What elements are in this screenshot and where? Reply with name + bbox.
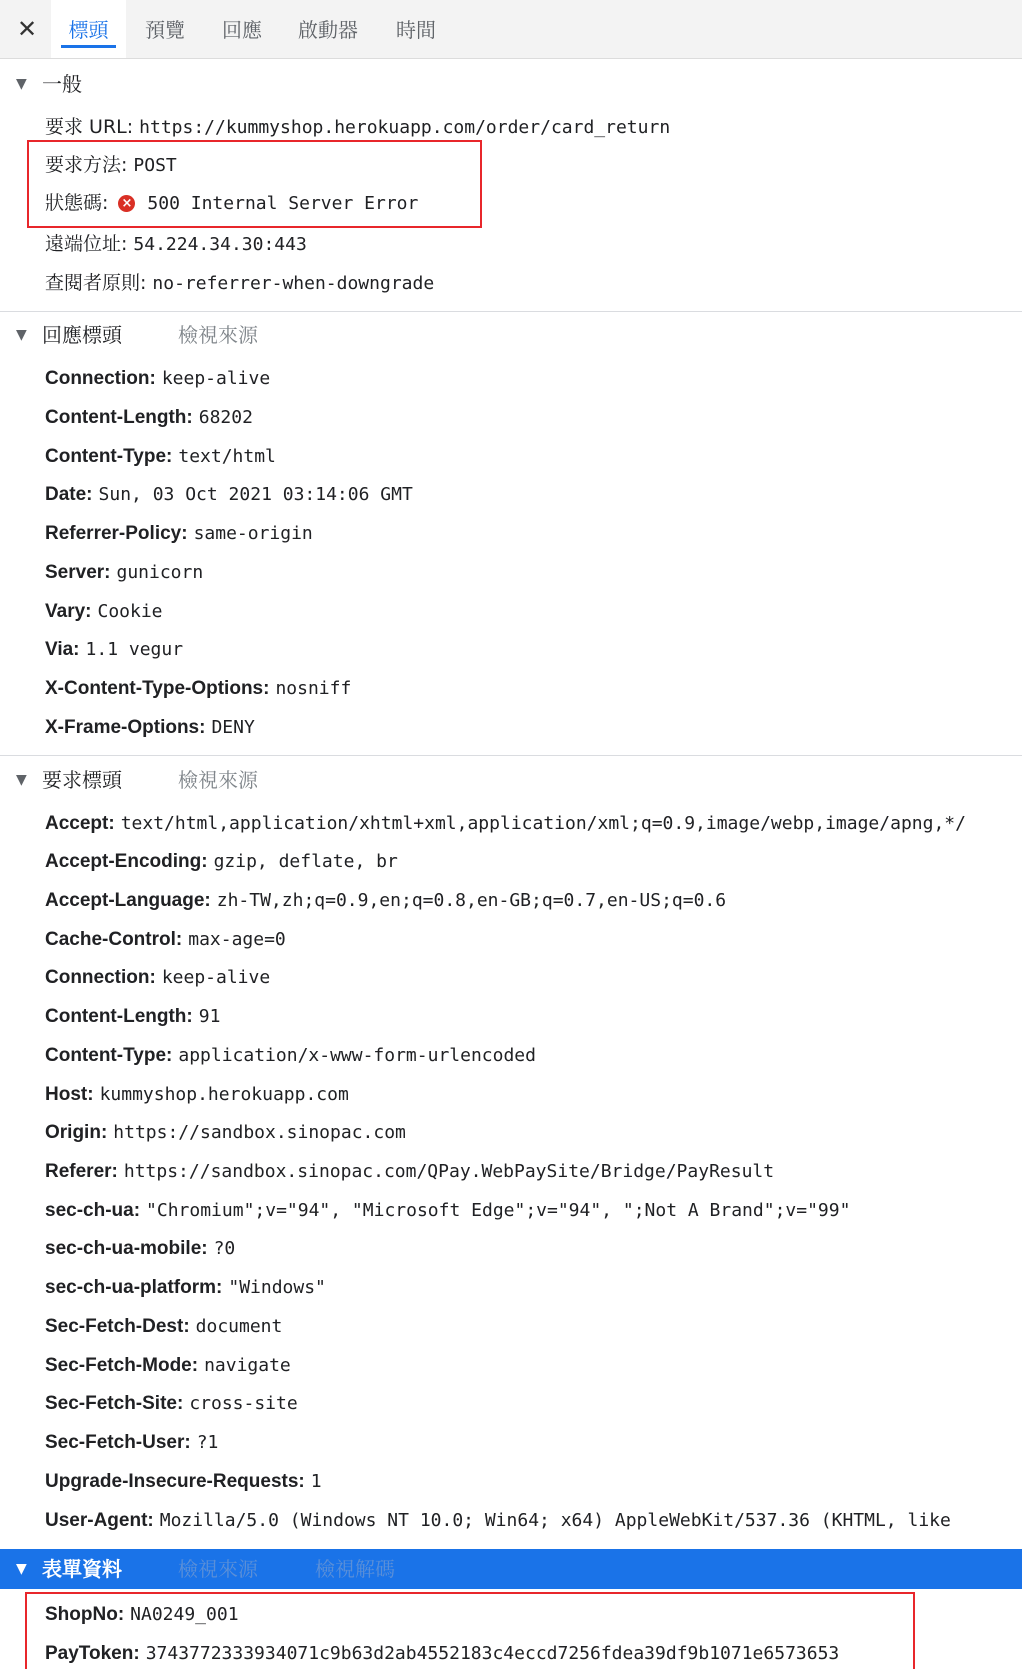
- collapse-triangle-icon: ▼: [16, 1561, 27, 1577]
- row-key: Sec-Fetch-Mode:: [45, 1355, 199, 1376]
- row-key: Vary:: [45, 601, 92, 622]
- row-key: Content-Type:: [45, 1045, 173, 1066]
- row-value: navigate: [204, 1355, 291, 1376]
- row-value: gzip, deflate, br: [213, 851, 398, 872]
- row-key: Referer:: [45, 1161, 118, 1182]
- row-value: nosniff: [275, 678, 352, 699]
- row-value: document: [195, 1316, 283, 1337]
- row-value: https://sandbox.sinopac.com: [113, 1122, 406, 1143]
- row-value: kummyshop.herokuapp.com: [99, 1084, 349, 1105]
- request-header-row: [45, 1195, 850, 1225]
- section-title: 一般: [42, 72, 82, 96]
- request-header-row: [45, 1272, 326, 1302]
- tab-label: 標頭: [68, 18, 109, 42]
- response-header-row: [45, 596, 163, 626]
- section-title: 要求標頭: [42, 768, 122, 792]
- row-value: ?1: [196, 1432, 219, 1453]
- request-header-row: [45, 1505, 951, 1535]
- section-request-headers-header[interactable]: [0, 760, 1022, 800]
- row-value: 3743772333934071c9b63d2ab4552183c4eccd7256fdea39df9b1071e6573653: [145, 1643, 840, 1664]
- row-key: Via:: [45, 639, 80, 660]
- section-general-header[interactable]: [0, 64, 1022, 104]
- request-header-row: [45, 1427, 218, 1457]
- response-header-row: [45, 712, 255, 742]
- general-row-referrer-policy: [45, 268, 434, 298]
- error-circle-icon: ×: [118, 195, 135, 212]
- row-key: User-Agent:: [45, 1510, 154, 1531]
- row-key: Sec-Fetch-User:: [45, 1432, 191, 1453]
- request-header-row: [45, 1466, 322, 1496]
- row-key: 狀態碼:: [45, 192, 109, 214]
- row-key: X-Frame-Options:: [45, 717, 206, 738]
- row-value: 1: [310, 1471, 322, 1492]
- tab-timing[interactable]: 時間: [396, 18, 436, 42]
- request-header-row: [45, 846, 398, 876]
- row-value: 91: [198, 1006, 221, 1027]
- row-key: Content-Length:: [45, 407, 193, 428]
- row-key: 要求 URL:: [45, 116, 134, 138]
- collapse-triangle-icon: ▼: [16, 76, 27, 92]
- response-header-row: [45, 402, 253, 432]
- row-key: 要求方法:: [45, 154, 128, 176]
- section-form-data-header[interactable]: [0, 1549, 1022, 1589]
- row-value: max-age=0: [188, 929, 286, 950]
- request-header-row: [45, 1233, 235, 1263]
- highlight-box-method-status: [27, 140, 482, 228]
- collapse-triangle-icon: ▼: [16, 772, 27, 788]
- row-value: gunicorn: [116, 562, 204, 583]
- section-title: 回應標頭: [42, 323, 122, 347]
- row-key: Server:: [45, 562, 111, 583]
- response-header-row: [45, 557, 203, 587]
- row-key: Connection:: [45, 967, 156, 988]
- row-value: application/x-www-form-urlencoded: [178, 1045, 536, 1066]
- request-header-row: [45, 1079, 349, 1109]
- row-key: Accept:: [45, 813, 115, 834]
- row-value: cross-site: [189, 1393, 298, 1414]
- row-value: 68202: [198, 407, 253, 428]
- active-tab-indicator: [61, 45, 116, 48]
- row-key: Content-Type:: [45, 446, 173, 467]
- row-key: Content-Length:: [45, 1006, 193, 1027]
- request-header-row: [45, 1117, 406, 1147]
- row-key: Cache-Control:: [45, 929, 183, 950]
- tab-preview[interactable]: 預覽: [145, 18, 185, 42]
- section-response-headers-header[interactable]: [0, 315, 1022, 355]
- row-key: sec-ch-ua:: [45, 1200, 141, 1221]
- row-value: keep-alive: [161, 368, 271, 389]
- collapse-triangle-icon: ▼: [16, 327, 27, 343]
- row-value: keep-alive: [161, 967, 271, 988]
- row-value: "Windows": [228, 1277, 326, 1298]
- row-value: 54.224.34.30:443: [133, 234, 307, 255]
- row-key: X-Content-Type-Options:: [45, 678, 270, 699]
- highlight-box-form-data: [25, 1592, 915, 1669]
- row-key: Referrer-Policy:: [45, 523, 188, 544]
- row-key: Sec-Fetch-Dest:: [45, 1316, 190, 1337]
- row-value: 1.1 vegur: [85, 639, 184, 660]
- row-value: zh-TW,zh;q=0.9,en;q=0.8,en-GB;q=0.7,en-US;q=0.6: [216, 890, 727, 911]
- response-header-row: [45, 441, 276, 471]
- row-key: 查閱者原則:: [45, 272, 147, 294]
- section-title: 表單資料: [42, 1557, 122, 1581]
- tab-bar: [0, 0, 1022, 59]
- row-key: Accept-Encoding:: [45, 851, 208, 872]
- row-value: 500 Internal Server Error: [147, 193, 419, 214]
- tab-initiator[interactable]: 啟動器: [298, 18, 358, 42]
- row-value: text/html: [178, 446, 276, 467]
- row-value: Sun, 03 Oct 2021 03:14:06 GMT: [98, 484, 413, 505]
- row-key: sec-ch-ua-mobile:: [45, 1238, 208, 1259]
- response-header-row: [45, 634, 183, 664]
- tab-headers[interactable]: [51, 0, 126, 58]
- request-header-row: [45, 962, 270, 992]
- row-value: Cookie: [97, 601, 163, 622]
- row-key: Accept-Language:: [45, 890, 211, 911]
- view-source-link[interactable]: 檢視來源: [178, 323, 258, 347]
- section-divider: [0, 311, 1022, 312]
- row-key: Connection:: [45, 368, 156, 389]
- request-header-row: [45, 1350, 291, 1380]
- row-key: Host:: [45, 1084, 94, 1105]
- view-source-link[interactable]: 檢視來源: [178, 1557, 258, 1581]
- request-header-row: [45, 808, 966, 838]
- row-value: no-referrer-when-downgrade: [152, 273, 435, 294]
- row-value: POST: [133, 155, 177, 176]
- row-value: text/html,application/xhtml+xml,application/xml;q=0.9,image/webp,image/apng,*/: [120, 813, 966, 834]
- row-key: 遠端位址:: [45, 233, 128, 255]
- row-value: Mozilla/5.0 (Windows NT 10.0; Win64; x64) AppleWebKit/537.36 (KHTML, like: [159, 1510, 951, 1531]
- row-value: https://kummyshop.herokuapp.com/order/card_return: [139, 117, 671, 138]
- request-header-row: [45, 1388, 298, 1418]
- row-key: Date:: [45, 484, 93, 505]
- row-value: DENY: [211, 717, 255, 738]
- request-header-row: [45, 924, 286, 954]
- request-header-row: [45, 1156, 774, 1186]
- row-key: Origin:: [45, 1122, 108, 1143]
- response-header-row: [45, 518, 313, 548]
- view-source-link[interactable]: 檢視來源: [178, 768, 258, 792]
- request-header-row: [45, 885, 726, 915]
- row-key: sec-ch-ua-platform:: [45, 1277, 223, 1298]
- section-divider: [0, 755, 1022, 756]
- row-key: Upgrade-Insecure-Requests:: [45, 1471, 305, 1492]
- row-value: NA0249_001: [130, 1604, 239, 1625]
- tab-response[interactable]: 回應: [222, 18, 262, 42]
- request-header-row: [45, 1001, 220, 1031]
- row-value: same-origin: [193, 523, 313, 544]
- row-value: https://sandbox.sinopac.com/QPay.WebPaySite/Bridge/PayResult: [123, 1161, 775, 1182]
- response-header-row: [45, 673, 351, 703]
- close-icon[interactable]: ✕: [16, 15, 38, 43]
- general-row-remote-address: [45, 229, 307, 259]
- request-header-row: [45, 1040, 536, 1070]
- row-value: ?0: [213, 1238, 236, 1259]
- row-key: Sec-Fetch-Site:: [45, 1393, 184, 1414]
- response-header-row: [45, 363, 270, 393]
- row-value: "Chromium";v="94", "Microsoft Edge";v="94", ";Not A Brand";v="99": [146, 1200, 851, 1221]
- response-header-row: [45, 479, 413, 509]
- general-row-url: [45, 112, 670, 142]
- request-header-row: [45, 1311, 282, 1341]
- row-key: ShopNo:: [45, 1604, 125, 1625]
- row-key: PayToken:: [45, 1643, 140, 1664]
- view-decoded-link[interactable]: 檢視解碼: [315, 1557, 395, 1581]
